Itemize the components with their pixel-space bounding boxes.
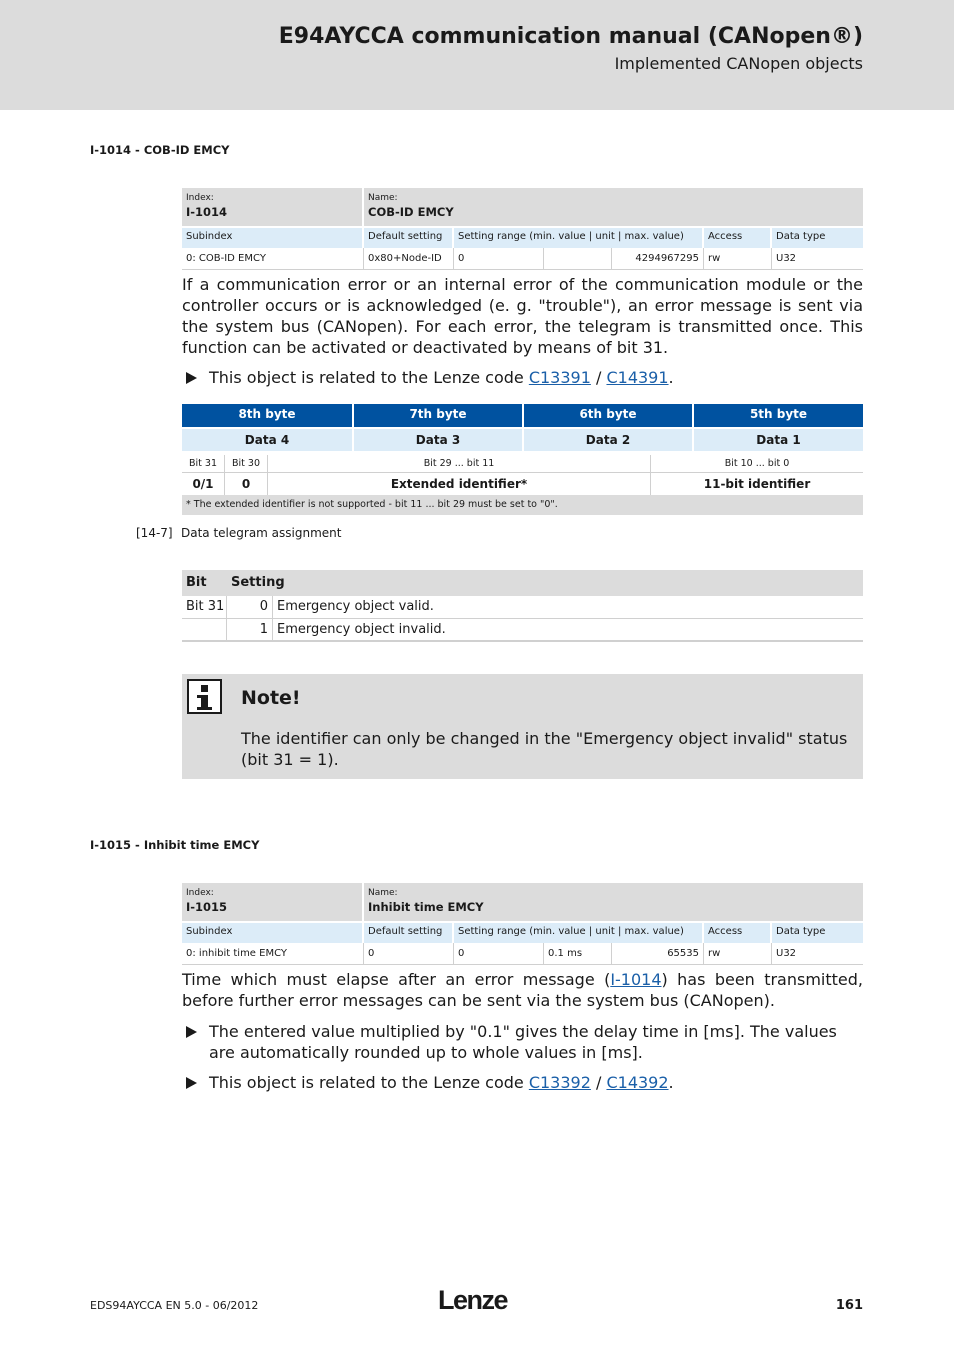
col-access: Access [704,228,772,248]
bit-cell: Bit 30 [225,455,268,473]
col-bit: Bit [186,575,207,590]
index-value: I-1015 [186,900,228,914]
table-row [182,596,863,619]
chapter-title: Implemented CANopen objects [614,54,863,73]
para-text: ) has been transmitted, before further error messages can be sent via the system bus (CANopen). [182,970,863,1010]
link-separator: / [590,368,607,387]
data-cell: Data 3 [354,429,522,451]
telegram-footnote: * The extended identifier is not supported - bit 11 ... bit 29 must be set to "0". [182,495,863,515]
cell-access: rw [704,943,772,964]
name-label: Name: [368,888,398,898]
col-setting: Setting [231,575,285,590]
bit-table-header [182,570,863,596]
bullet-triangle-icon [186,372,197,384]
document-id: EDS94AYCCA EN 5.0 - 06/2012 [90,1299,259,1312]
bit-setting-text: Emergency object valid. [277,599,434,614]
bit-setting-table [182,570,863,642]
section-heading-i1014: I-1014 - COB-ID EMCY [90,143,230,157]
cell-min: 0 [454,248,544,269]
bullet-suffix: . [668,1073,674,1092]
figure-number: [14-7] [136,526,173,540]
object-header-row [182,188,863,226]
value-cell: Extended identifier* [268,473,651,495]
cell-default: 0x80+Node-ID [364,248,454,269]
page-number: 161 [835,1298,863,1313]
value-cell: 0 [225,473,268,495]
document-title: E94AYCCA communication manual (CANopen®) [278,24,863,49]
col-default: Default setting [364,228,454,248]
column-header-row [182,923,863,943]
link-c14391[interactable]: C14391 [606,368,669,387]
description-paragraph-2 [182,969,863,1011]
name-label: Name: [368,193,398,203]
byte-cell: 6th byte [524,404,692,427]
value-row [182,473,863,495]
link-c14392[interactable]: C14392 [606,1073,669,1092]
figure-caption-text: Data telegram assignment [181,526,342,540]
column-header-row [182,228,863,248]
section-heading-i1015: I-1015 - Inhibit time EMCY [90,838,260,852]
cell-subindex: 0: COB-ID EMCY [182,248,364,269]
bullet-triangle-icon [186,1077,197,1089]
related-code-bullet-2 [186,1072,863,1093]
col-subindex: Subindex [182,923,364,943]
table-row [182,248,863,270]
link-c13392[interactable]: C13392 [528,1073,591,1092]
value-cell: 0/1 [182,473,225,495]
col-type: Data type [776,926,826,937]
cell-subindex: 0: inhibit time EMCY [182,943,364,964]
bullet-suffix: . [668,368,674,387]
note-box [182,674,863,779]
index-label: Index: [186,193,214,203]
cell-min: 0 [454,943,544,964]
byte-cell: 8th byte [182,404,352,427]
note-title: Note! [241,687,301,709]
name-value: Inhibit time EMCY [368,900,484,914]
bit-setting-text: Emergency object invalid. [277,622,446,637]
col-range: Setting range (min. value | unit | max. value) [454,228,704,248]
cell-type: U32 [776,948,797,959]
index-value: I-1014 [186,205,228,219]
table-row [182,619,863,642]
value-cell: 11-bit identifier [703,477,811,491]
bullet-text: This object is related to the Lenze code [209,368,529,387]
bit-cell: Bit 29 ... bit 11 [268,455,651,473]
col-default: Default setting [364,923,454,943]
delay-time-bullet [186,1021,863,1063]
col-subindex: Subindex [182,228,364,248]
object-header-row [182,883,863,921]
cell-access: rw [704,248,772,269]
bullet-text: This object is related to the Lenze code [209,1073,529,1092]
name-value: COB-ID EMCY [368,205,454,219]
col-range: Setting range (min. value | unit | max. value) [454,923,704,943]
bit-cell: Bit 10 ... bit 0 [651,455,863,473]
link-i1014[interactable]: I-1014 [610,970,662,989]
description-paragraph: If a communication error or an internal error of the communication module or the controller occurs or is acknowledged (e. g. "trouble"), an error message is sent via the system bus (CANopen). For each error, the telegram is transmitted once. This function can be activated or deactivated by means of bit 31. [182,275,863,357]
data-cell: Data 1 [694,429,863,451]
note-text: The identifier can only be changed in the "Emergency object invalid" status (bit 31 = 1). [241,729,848,769]
byte-cell: 5th byte [694,404,863,427]
cell-unit [544,248,612,269]
data-cell: Data 4 [182,429,352,451]
figure-caption [136,526,341,540]
byte-cell: 7th byte [354,404,522,427]
cell-max: 65535 [612,943,704,964]
col-type: Data type [776,231,826,242]
info-icon [187,679,222,714]
bullet-text: The entered value multiplied by "0.1" gives the delay time in [ms]. The values are automatically rounded up to whole values in [ms]. [209,1022,837,1062]
bit-cell: Bit 31 [182,455,225,473]
data-header-row [182,427,863,451]
byte-header-row [182,404,863,427]
para-text: Time which must elapse after an error message ( [182,970,611,989]
data-cell: Data 2 [524,429,692,451]
cell-type: U32 [776,253,797,264]
telegram-table [182,404,863,515]
bit-label: Bit 31 [182,596,227,618]
lenze-logo: Lenze [438,1285,508,1315]
bit-row [182,455,863,473]
col-access: Access [704,923,772,943]
object-table-i1015 [182,883,863,965]
related-code-bullet [186,367,863,388]
table-row [182,943,863,965]
cell-unit: 0.1 ms [544,943,612,964]
link-separator: / [590,1073,607,1092]
object-table-i1014 [182,188,863,270]
bullet-triangle-icon [186,1026,197,1038]
bit-value: 0 [227,596,273,618]
bit-value: 1 [227,619,273,640]
cell-max: 4294967295 [612,248,704,269]
index-label: Index: [186,888,214,898]
page-header [0,0,954,110]
link-c13391[interactable]: C13391 [528,368,591,387]
cell-default: 0 [364,943,454,964]
